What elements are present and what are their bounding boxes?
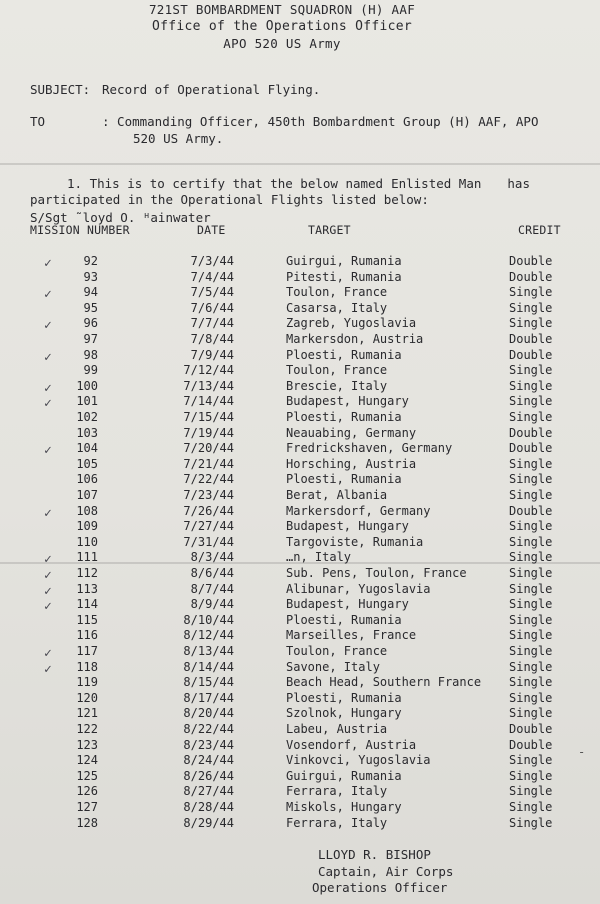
table-row [0, 285, 600, 303]
mission-credit: Single [509, 566, 553, 580]
table-row [0, 488, 600, 503]
mission-credit: Single [509, 488, 553, 502]
mission-date: 7/12/44 [183, 363, 234, 378]
mission-target: Brescie, Italy [286, 378, 388, 393]
mission-credit: Single [509, 706, 553, 721]
fold-line [0, 163, 600, 165]
check-mark-icon: ✓ [44, 583, 52, 599]
to-label: TO [30, 114, 46, 129]
mission-credit: Single [509, 612, 553, 627]
rank-type: Enlisted Man [391, 176, 482, 191]
mission-target: Ploesti, Rumania [286, 347, 402, 362]
mission-number: 92 [83, 254, 98, 268]
mission-date: 8/28/44 [183, 800, 234, 814]
mission-number: 107 [76, 488, 98, 502]
mission-date: 7/15/44 [183, 410, 234, 424]
mission-number: 109 [76, 519, 98, 534]
mission-target: Ferrara, Italy [286, 784, 388, 799]
mission-date: 7/23/44 [183, 488, 234, 502]
mission-date: 7/6/44 [190, 300, 234, 315]
mission-target: Pitesti, Rumania [286, 269, 402, 284]
mission-target: Alibunar, Yugoslavia [286, 581, 431, 596]
mission-target: Guirgui, Rumania [286, 768, 402, 783]
mission-target: Budapest, Hungary [286, 519, 409, 534]
mission-credit: Single [509, 628, 553, 643]
mission-number: 126 [76, 784, 98, 799]
table-row [0, 800, 600, 815]
mission-number: 118 [76, 659, 98, 674]
table-row [0, 706, 600, 721]
column-header-date: DATE [197, 223, 226, 237]
table-row [0, 504, 600, 519]
mission-number: 115 [76, 612, 98, 627]
mission-credit: Single [509, 534, 553, 549]
certify-text: 1. This is to certify that the below named [67, 176, 384, 191]
mission-date: 7/4/44 [190, 269, 234, 284]
mission-number: 98 [83, 347, 98, 362]
mission-date: 8/17/44 [183, 690, 234, 705]
table-row [0, 394, 600, 412]
mission-number: 113 [76, 581, 98, 596]
mission-credit: Single [509, 410, 553, 424]
mission-credit: Single [509, 519, 553, 534]
mission-credit: Double [509, 347, 553, 362]
mission-number: 123 [76, 737, 98, 752]
table-row [0, 254, 600, 269]
mission-target: Budapest, Hungary [286, 597, 409, 612]
mission-target: Beach Head, Southern France [286, 675, 482, 690]
mission-number: 99 [83, 363, 98, 378]
check-mark-icon: ✓ [44, 443, 52, 459]
mission-number: 125 [76, 768, 98, 783]
signature-name: LLOYD R. BISHOP [318, 847, 431, 862]
table-row [0, 270, 600, 285]
mission-number: 102 [76, 410, 98, 424]
mission-date: 7/7/44 [190, 316, 234, 331]
check-mark-icon: ✓ [44, 287, 52, 303]
table-row [0, 535, 600, 550]
check-mark-icon: ✓ [44, 396, 52, 412]
table-row [0, 675, 600, 690]
mission-credit: Double [509, 737, 553, 752]
mission-number: 103 [76, 425, 98, 440]
mission-number: 116 [76, 628, 98, 643]
mission-number: 122 [76, 722, 98, 736]
mission-target: Ferrara, Italy [286, 815, 388, 830]
mission-date: 7/8/44 [190, 332, 234, 346]
column-header-mission: MISSION NUMBER [30, 223, 130, 237]
table-row [0, 613, 600, 628]
table-row [0, 348, 600, 363]
mission-credit: Single [509, 675, 553, 690]
mission-number: 117 [76, 644, 98, 658]
table-row [0, 738, 600, 753]
mission-credit: Single [509, 581, 553, 596]
subject-label: SUBJECT: [30, 82, 91, 97]
table-row [0, 691, 600, 706]
mission-date: 7/9/44 [190, 347, 234, 362]
mission-number: 108 [76, 503, 98, 518]
mission-date: 7/13/44 [183, 378, 234, 393]
signature-rank: Captain, Air Corps [318, 864, 454, 879]
check-mark-icon: ✓ [44, 318, 52, 334]
table-row [0, 784, 600, 799]
mission-target: Toulon, France [286, 363, 388, 378]
mission-target: Savone, Italy [286, 659, 380, 674]
mission-credit: Single [509, 456, 553, 471]
mission-target: Targoviste, Rumania [286, 534, 424, 549]
mission-number: 106 [76, 472, 98, 487]
mission-target: Markersdon, Austria [286, 332, 424, 346]
mission-date: 8/14/44 [183, 659, 234, 674]
certify-text-end: has [507, 176, 530, 191]
table-row [0, 519, 600, 534]
mission-number: 127 [76, 800, 98, 814]
mission-target: Berat, Albania [286, 488, 388, 502]
mission-number: 100 [76, 378, 98, 393]
mission-date: 8/15/44 [183, 675, 234, 690]
mission-credit: Double [509, 332, 553, 346]
mission-credit: Double [509, 269, 553, 284]
mission-credit: Single [509, 768, 553, 783]
table-row [0, 597, 600, 615]
table-row [0, 753, 600, 768]
table-row [0, 457, 600, 472]
mission-number: 93 [83, 269, 98, 284]
mission-credit: Single [509, 378, 553, 393]
mission-number: 101 [76, 394, 98, 409]
table-row [0, 441, 600, 459]
mission-number: 96 [83, 316, 98, 331]
mission-target: Markersdorf, Germany [286, 503, 431, 518]
table-row [0, 363, 600, 378]
crew-member-name: S/Sgt ˜loyd O. ᴴainwater [30, 210, 211, 225]
table-row [0, 660, 600, 675]
mission-target: Toulon, France [286, 644, 388, 658]
column-header-target: TARGET [308, 223, 351, 237]
mission-credit: Double [509, 503, 553, 518]
mission-date: 8/23/44 [183, 737, 234, 752]
mission-credit: Double [509, 254, 553, 268]
check-mark-icon: ✓ [44, 349, 52, 365]
mission-target: Ploesti, Rumania [286, 472, 402, 487]
mission-date: 8/22/44 [183, 722, 234, 736]
mission-number: 105 [76, 456, 98, 471]
mission-date: 7/19/44 [183, 425, 234, 440]
mission-target: Ploesti, Rumania [286, 612, 402, 627]
mission-date: 8/6/44 [190, 566, 234, 580]
mission-number: 119 [76, 675, 98, 690]
check-mark-icon: ✓ [44, 380, 52, 396]
subject-value: Record of Operational Flying. [102, 82, 321, 97]
mission-credit: Single [509, 815, 553, 830]
mission-credit: Single [509, 285, 553, 300]
mission-target: Sub. Pens, Toulon, France [286, 566, 467, 580]
mission-number: 94 [83, 285, 98, 300]
to-line-2: 520 US Army. [133, 131, 224, 146]
mission-credit: Double [509, 425, 553, 440]
column-header-credit: CREDIT [518, 223, 561, 237]
check-mark-icon: ✓ [44, 256, 52, 271]
mission-date: 8/20/44 [183, 706, 234, 721]
mission-target: Fredrickshaven, Germany [286, 441, 453, 456]
mission-number: 112 [76, 566, 98, 580]
mission-target: …n, Italy [286, 550, 352, 565]
mission-date: 7/21/44 [183, 456, 234, 471]
mission-date: 8/7/44 [190, 581, 234, 596]
mission-date: 7/22/44 [183, 472, 234, 487]
mission-target: Toulon, France [286, 285, 388, 300]
mission-date: 8/3/44 [190, 550, 234, 565]
mission-number: 124 [76, 753, 98, 768]
mission-target: Vosendorf, Austria [286, 737, 417, 752]
mission-target: Miskols, Hungary [286, 800, 402, 814]
mission-date: 8/27/44 [183, 784, 234, 799]
mission-credit: Double [509, 441, 553, 456]
table-row [0, 472, 600, 487]
check-mark-icon: ✓ [44, 552, 52, 568]
mission-target: Ploesti, Rumania [286, 690, 402, 705]
mission-target: Guirgui, Rumania [286, 254, 402, 268]
mission-target: Neauabing, Germany [286, 425, 417, 440]
mission-credit: Single [509, 659, 553, 674]
mission-target: Ploesti, Rumania [286, 410, 402, 424]
certify-paragraph-line-1 [67, 176, 530, 191]
signature-title: Operations Officer [312, 880, 448, 895]
mission-credit: Single [509, 363, 553, 378]
mission-number: 97 [83, 332, 98, 346]
check-mark-icon: ✓ [44, 505, 52, 521]
mission-date: 8/12/44 [183, 628, 234, 643]
mission-credit: Single [509, 300, 553, 315]
table-row [0, 566, 600, 581]
check-mark-icon: ✓ [44, 646, 52, 661]
check-mark-icon: ✓ [44, 661, 52, 677]
table-row [0, 316, 600, 334]
check-mark-icon: ✓ [44, 599, 52, 615]
mission-credit: Single [509, 753, 553, 768]
table-row [0, 722, 600, 737]
to-line-1: : Commanding Officer, 450th Bombardment Group (H) AAF, APO [102, 114, 539, 129]
mission-number: 114 [76, 597, 98, 612]
table-row [0, 379, 600, 394]
mission-date: 7/26/44 [183, 503, 234, 518]
mission-number: 104 [76, 441, 98, 456]
table-row [0, 426, 600, 441]
mission-date: 7/27/44 [183, 519, 234, 534]
mission-date: 7/5/44 [190, 285, 234, 300]
mission-date: 8/26/44 [183, 768, 234, 783]
mission-target: Labeu, Austria [286, 722, 388, 736]
mission-date: 8/10/44 [183, 612, 234, 627]
mission-target: Casarsa, Italy [286, 300, 388, 315]
table-row [0, 644, 600, 659]
table-row [0, 410, 600, 425]
table-row [0, 550, 600, 568]
mission-number: 121 [76, 706, 98, 721]
table-row [0, 628, 600, 643]
table-row [0, 769, 600, 784]
mission-target: Marseilles, France [286, 628, 417, 643]
mission-date: 7/3/44 [190, 254, 234, 268]
mission-number: 95 [83, 300, 98, 315]
mission-target: Budapest, Hungary [286, 394, 409, 409]
mission-number: 110 [76, 534, 98, 549]
mission-credit: Single [509, 472, 553, 487]
header-apo: APO 520 US Army [223, 36, 341, 51]
certify-paragraph-line-2: participated in the Operational Flights listed below: [30, 192, 429, 207]
mission-credit: Single [509, 550, 553, 565]
mission-date: 8/13/44 [183, 644, 234, 658]
mission-date: 7/14/44 [183, 394, 234, 409]
mission-credit: Single [509, 690, 553, 705]
mission-date: 7/31/44 [183, 534, 234, 549]
margin-mark: - [578, 745, 586, 759]
mission-credit: Single [509, 800, 553, 814]
mission-date: 8/29/44 [183, 815, 234, 830]
mission-date: 8/24/44 [183, 753, 234, 768]
mission-credit: Single [509, 784, 553, 799]
mission-target: Zagreb, Yugoslavia [286, 316, 417, 331]
table-row [0, 816, 600, 831]
header-unit: 721ST BOMBARDMENT SQUADRON (H) AAF [148, 2, 416, 17]
mission-number: 120 [76, 690, 98, 705]
table-row [0, 301, 600, 316]
mission-credit: Double [509, 722, 553, 736]
mission-credit: Single [509, 644, 553, 658]
mission-credit: Single [509, 316, 553, 331]
subject-line [30, 82, 320, 97]
mission-number: 111 [76, 550, 98, 565]
check-mark-icon: ✓ [44, 568, 52, 583]
mission-credit: Single [509, 597, 553, 612]
header-office: Office of the Operations Officer [151, 19, 413, 34]
mission-credit: Single [509, 394, 553, 409]
table-row [0, 332, 600, 347]
mission-target: Vinkovci, Yugoslavia [286, 753, 431, 768]
table-row [0, 582, 600, 597]
mission-number: 128 [76, 815, 98, 830]
mission-target: Horsching, Austria [286, 456, 417, 471]
mission-date: 7/20/44 [183, 441, 234, 456]
mission-target: Szolnok, Hungary [286, 706, 402, 721]
mission-date: 8/9/44 [190, 597, 234, 612]
